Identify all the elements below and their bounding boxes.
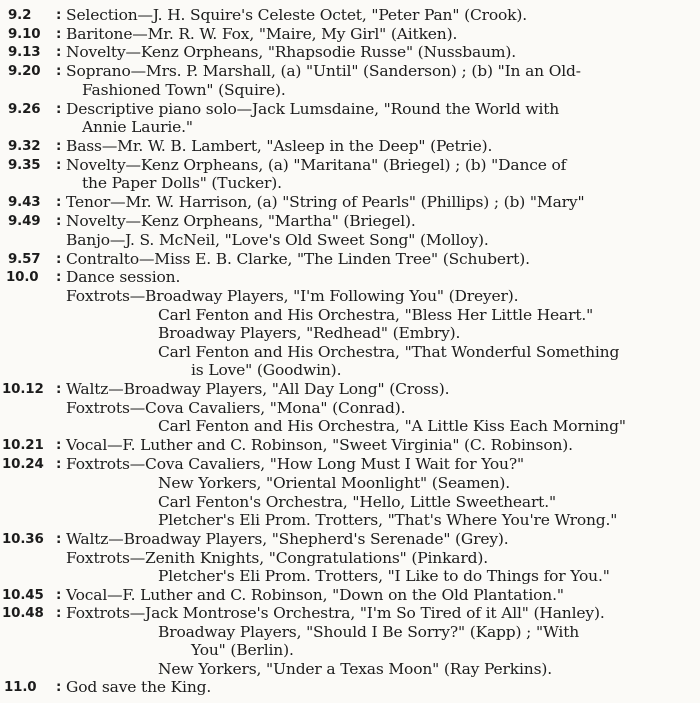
program-time: 11.0: [4, 680, 37, 695]
program-line: [0, 605, 700, 623]
program-line: [0, 550, 700, 568]
program-line: [0, 119, 700, 137]
program-time: 9.10: [8, 27, 41, 42]
program-time: 10.24: [2, 457, 44, 472]
program-line: [0, 344, 700, 362]
time-separator: :: [56, 195, 62, 210]
program-line: [0, 325, 700, 343]
time-separator: :: [56, 64, 62, 79]
time-separator: :: [56, 8, 62, 23]
program-entry-text: Fashioned Town" (Squire).: [82, 82, 286, 99]
program-entry-text: New Yorkers, "Oriental Moonlight" (Seamen).: [158, 475, 511, 492]
program-entry-text: Pletcher's Eli Prom. Trotters, "That's Where You're Wrong.": [158, 512, 618, 529]
time-separator: :: [56, 158, 62, 173]
program-line: [0, 7, 700, 25]
time-separator: :: [56, 139, 62, 154]
time-separator: :: [56, 382, 62, 397]
program-time: 9.32: [8, 139, 41, 154]
program-entry-text: Dance session.: [66, 269, 181, 286]
program-time: 9.20: [8, 64, 41, 79]
program-entry-text: is Love" (Goodwin).: [191, 362, 342, 379]
program-line: [0, 531, 700, 549]
program-entry-text: Novelty—Kenz Orpheans, "Martha" (Briegel).: [66, 213, 416, 230]
program-entry-text: Banjo—J. S. McNeil, "Love's Old Sweet Song" (Molloy).: [66, 232, 489, 249]
program-entry-text: Bass—Mr. W. B. Lambert, "Asleep in the Deep" (Petrie).: [66, 138, 493, 155]
program-entry-text: Baritone—Mr. R. W. Fox, "Maire, My Girl" (Aitken).: [66, 26, 458, 43]
program-entry-text: Pletcher's Eli Prom. Trotters, "I Like to do Things for You.": [158, 568, 610, 585]
program-time: 9.57: [8, 252, 41, 267]
program-line: [0, 661, 700, 679]
program-line: [0, 101, 700, 119]
program-entry-text: Vocal—F. Luther and C. Robinson, "Down on the Old Plantation.": [66, 587, 564, 604]
program-entry-text: Foxtrots—Broadway Players, "I'm Following You" (Dreyer).: [66, 288, 519, 305]
program-entry-text: Carl Fenton and His Orchestra, "Bless Her Little Heart.": [158, 307, 594, 324]
program-entry-text: Contralto—Miss E. B. Clarke, "The Linden Tree" (Schubert).: [66, 251, 530, 268]
program-time: 10.0: [6, 270, 39, 285]
program-line: [0, 568, 700, 586]
program-entry-text: Broadway Players, "Should I Be Sorry?" (Kapp) ; "With: [158, 624, 580, 641]
program-entry-text: Foxtrots—Cova Cavaliers, "How Long Must I Wait for You?": [66, 456, 524, 473]
program-entry-text: Carl Fenton and His Orchestra, "That Wonderful Something: [158, 344, 620, 361]
program-entry-text: Foxtrots—Jack Montrose's Orchestra, "I'm So Tired of it All" (Hanley).: [66, 605, 605, 622]
program-entry-text: Descriptive piano solo—Jack Lumsdaine, "Round the World with: [66, 101, 560, 118]
program-line: [0, 642, 700, 660]
time-separator: :: [56, 680, 62, 695]
program-line: [0, 456, 700, 474]
program-time: 10.45: [2, 588, 44, 603]
program-line: [0, 381, 700, 399]
program-line: [0, 679, 700, 697]
program-line: [0, 26, 700, 44]
program-line: [0, 251, 700, 269]
program-line: [0, 63, 700, 81]
time-separator: :: [56, 27, 62, 42]
program-time: 9.49: [8, 214, 41, 229]
program-entry-text: Foxtrots—Cova Cavaliers, "Mona" (Conrad).: [66, 400, 406, 417]
time-separator: :: [56, 270, 62, 285]
program-entry-text: Vocal—F. Luther and C. Robinson, "Sweet Virginia" (C. Robinson).: [66, 437, 573, 454]
program-entry-text: Annie Laurie.": [82, 119, 193, 136]
program-line: [0, 512, 700, 530]
time-separator: :: [56, 438, 62, 453]
time-separator: :: [56, 252, 62, 267]
program-line: [0, 494, 700, 512]
program-time: 9.43: [8, 195, 41, 210]
program-entry-text: Selection—J. H. Squire's Celeste Octet, "Peter Pan" (Crook).: [66, 7, 528, 24]
program-line: [0, 138, 700, 156]
program-time: 10.12: [2, 382, 44, 397]
program-entry-text: Waltz—Broadway Players, "Shepherd's Serenade" (Grey).: [66, 531, 509, 548]
program-line: [0, 400, 700, 418]
program-entry-text: Novelty—Kenz Orpheans, "Rhapsodie Russe" (Nussbaum).: [66, 44, 517, 61]
program-line: [0, 418, 700, 436]
program-line: [0, 157, 700, 175]
program-line: [0, 587, 700, 605]
program-time: 9.26: [8, 102, 41, 117]
program-line: [0, 624, 700, 642]
program-line: [0, 362, 700, 380]
time-separator: :: [56, 45, 62, 60]
program-time: 10.36: [2, 532, 44, 547]
program-entry-text: the Paper Dolls" (Tucker).: [82, 175, 282, 192]
program-entry-text: You" (Berlin).: [191, 642, 294, 659]
program-entry-text: New Yorkers, "Under a Texas Moon" (Ray Perkins).: [158, 661, 553, 678]
program-entry-text: Carl Fenton's Orchestra, "Hello, Little Sweetheart.": [158, 494, 556, 511]
program-line: [0, 175, 700, 193]
program-time: 10.21: [2, 438, 44, 453]
program-entry-text: Novelty—Kenz Orpheans, (a) "Maritana" (Briegel) ; (b) "Dance of: [66, 157, 567, 174]
program-entry-text: Carl Fenton and His Orchestra, "A Little Kiss Each Morning": [158, 418, 626, 435]
program-line: [0, 437, 700, 455]
program-line: [0, 213, 700, 231]
program-line: [0, 194, 700, 212]
program-time: 9.13: [8, 45, 41, 60]
time-separator: :: [56, 606, 62, 621]
program-entry-text: Tenor—Mr. W. Harrison, (a) "String of Pearls" (Phillips) ; (b) "Mary": [66, 194, 585, 211]
time-separator: :: [56, 532, 62, 547]
program-time: 9.2: [8, 8, 32, 23]
program-time: 9.35: [8, 158, 41, 173]
program-line: [0, 307, 700, 325]
time-separator: :: [56, 214, 62, 229]
program-line: [0, 232, 700, 250]
time-separator: :: [56, 588, 62, 603]
program-line: [0, 269, 700, 287]
program-entry-text: Soprano—Mrs. P. Marshall, (a) "Until" (Sanderson) ; (b) "In an Old-: [66, 63, 581, 80]
program-line: [0, 288, 700, 306]
program-entry-text: God save the King.: [66, 679, 212, 696]
program-entry-text: Foxtrots—Zenith Knights, "Congratulations" (Pinkard).: [66, 550, 488, 567]
program-entry-text: Broadway Players, "Redhead" (Embry).: [158, 325, 461, 342]
program-line: [0, 82, 700, 100]
program-line: [0, 475, 700, 493]
program-entry-text: Waltz—Broadway Players, "All Day Long" (Cross).: [66, 381, 450, 398]
time-separator: :: [56, 102, 62, 117]
time-separator: :: [56, 457, 62, 472]
program-time: 10.48: [2, 606, 44, 621]
program-line: [0, 44, 700, 62]
